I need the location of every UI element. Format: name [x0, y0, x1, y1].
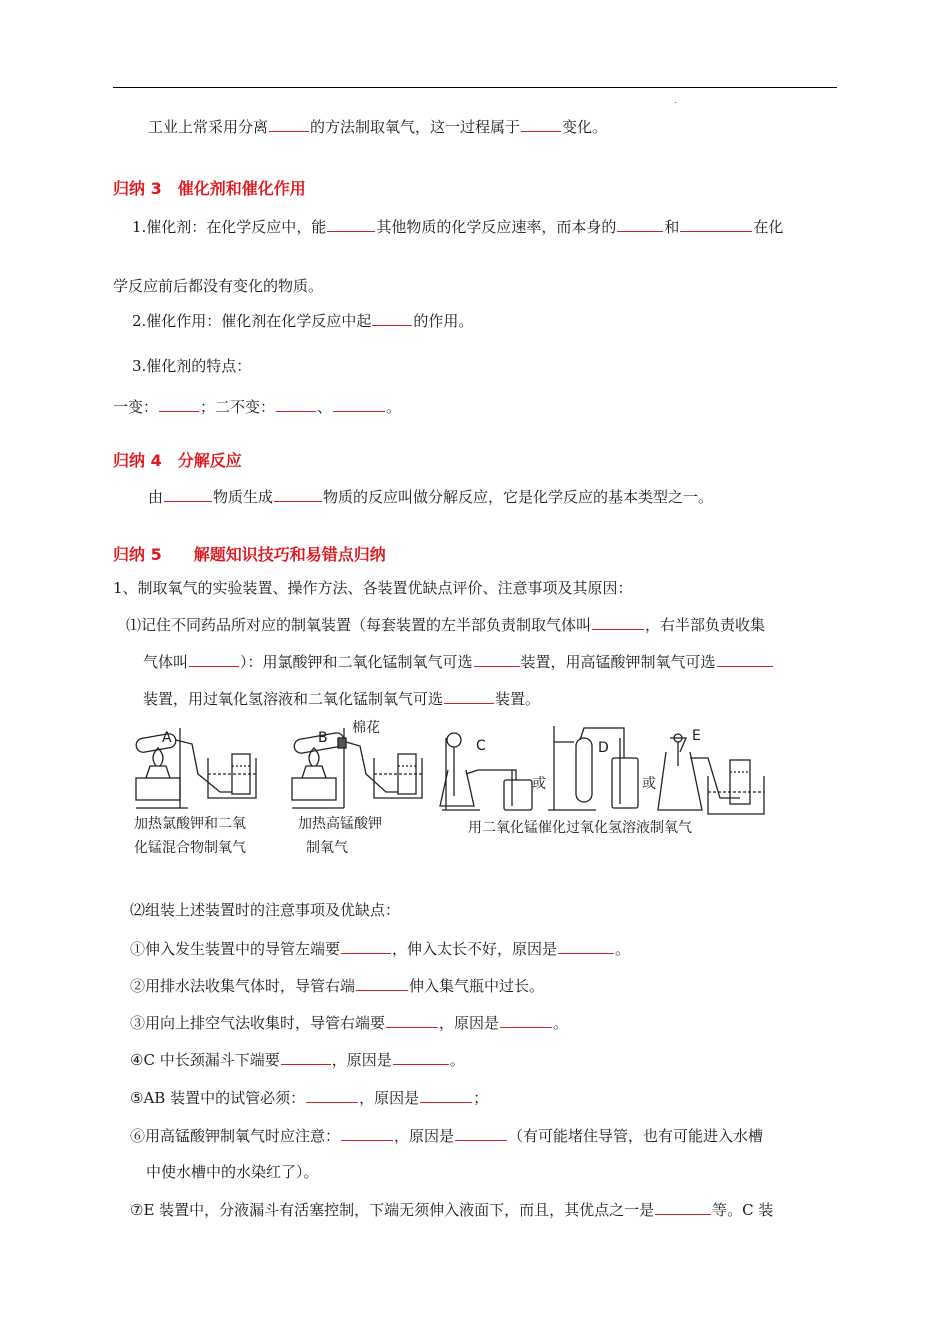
blank-field[interactable]: [341, 1125, 393, 1141]
text: 。: [449, 1051, 465, 1069]
apparatus-figure: [128, 718, 768, 864]
blank-field[interactable]: [474, 651, 520, 667]
paragraph-catalyst-features: 3.催化剂的特点：: [132, 357, 252, 375]
device-a-drawing: [135, 728, 256, 808]
blank-field[interactable]: [372, 310, 412, 326]
label-or-1: 或: [532, 776, 546, 792]
header-dot: .: [674, 96, 677, 105]
paragraph-catalyst-definition-cont: 学反应前后都没有变化的物质。: [113, 277, 324, 295]
blank-field[interactable]: [617, 216, 663, 232]
text: 。: [553, 1014, 569, 1032]
paragraph-one-change-two-unchanged: [113, 396, 401, 417]
blank-field[interactable]: [281, 1049, 331, 1065]
note-6: [130, 1125, 763, 1146]
text: ⑦E 装置中，分液漏斗有活塞控制，下端无须伸入液面下，而且，其优点之一是: [130, 1201, 655, 1219]
text: ，原因是: [331, 1051, 392, 1069]
caption-a-line-1: 加热氯酸钾和二氧: [134, 816, 246, 832]
blank-field[interactable]: [717, 651, 773, 667]
blank-field[interactable]: [386, 1012, 438, 1028]
blank-field[interactable]: [592, 614, 644, 630]
paragraph-devices-3: [143, 688, 540, 709]
text: 伸入集气瓶中过长。: [409, 977, 545, 995]
paragraph-devices-1: [126, 614, 765, 635]
label-a: A: [162, 730, 172, 746]
text: （有可能堵住导管，也有可能进入水槽: [508, 1127, 764, 1145]
text: ⑤AB 装置中的试管必须：: [130, 1089, 306, 1107]
label-e: E: [692, 728, 701, 744]
text: 、: [317, 398, 333, 416]
paragraph-oxygen-industry: [148, 116, 607, 137]
blank-field[interactable]: [444, 688, 494, 704]
text: ，伸入太长不好，原因是: [392, 940, 558, 958]
note-7: [130, 1199, 773, 1220]
label-c: C: [476, 738, 486, 754]
blank-field[interactable]: [341, 938, 391, 954]
text: ；二不变：: [200, 398, 276, 416]
text: 2.催化作用：催化剂在化学反应中起: [132, 312, 372, 330]
text: ，原因是: [359, 1089, 420, 1107]
caption-a-line-2: 化锰混合物制氧气: [134, 840, 246, 856]
blank-field[interactable]: [306, 1087, 358, 1103]
text: ④C 中长颈漏斗下端要: [130, 1051, 280, 1069]
blank-field[interactable]: [680, 216, 752, 232]
blank-field[interactable]: [558, 938, 614, 954]
blank-field[interactable]: [276, 396, 316, 412]
blank-field[interactable]: [455, 1125, 507, 1141]
device-b-drawing: [292, 728, 422, 808]
caption-b-line-1: 加热高锰酸钾: [298, 816, 382, 832]
text: 和: [664, 218, 680, 236]
device-d-drawing: [548, 726, 638, 810]
device-c-drawing: [440, 733, 532, 810]
blank-field[interactable]: [274, 486, 322, 502]
paragraph-catalyst-definition: [132, 216, 783, 237]
blank-field[interactable]: [521, 116, 561, 132]
text: 装置，用过氧化氢溶液和二氧化锰制氧气可选: [143, 690, 444, 708]
caption-c: 用二氧化锰催化过氧化氢溶液制氧气: [468, 820, 692, 836]
text: 。: [615, 940, 631, 958]
note-1: [130, 938, 630, 959]
text: ⑴记住不同药品所对应的制氧装置（每套装置的左半部负责制取气体叫: [126, 616, 592, 634]
text: 变化。: [562, 118, 608, 136]
text: 一变：: [113, 398, 159, 416]
label-cotton: 棉花: [352, 720, 380, 736]
text: ，右半部负责收集: [645, 616, 766, 634]
heading-tips: 归纳 5 解题知识技巧和易错点归纳: [113, 545, 386, 564]
text: 。: [386, 398, 402, 416]
text: ，原因是: [394, 1127, 455, 1145]
paragraph-assembly-notes: ⑵组装上述装置时的注意事项及优缺点：: [130, 901, 401, 919]
text: 的方法制取氧气，这一过程属于: [310, 118, 521, 136]
text: 物质的反应叫做分解反应，它是化学反应的基本类型之一。: [323, 488, 714, 506]
text: ；: [473, 1089, 489, 1107]
note-2: [130, 975, 544, 996]
note-4: [130, 1049, 465, 1070]
note-5: [130, 1087, 488, 1108]
text: ②用排水法收集气体时，导管右端: [130, 977, 356, 995]
text: 装置。: [495, 690, 541, 708]
text: ，原因是: [439, 1014, 500, 1032]
blank-field[interactable]: [655, 1199, 711, 1215]
note-6-cont: 中使水槽中的水染红了）。: [146, 1163, 319, 1181]
paragraph-decomposition: [148, 486, 713, 507]
paragraph-tips-intro: 1、制取氧气的实验装置、操作方法、各装置优缺点评价、注意事项及其原因：: [113, 579, 633, 597]
blank-field[interactable]: [189, 651, 239, 667]
blank-field[interactable]: [159, 396, 199, 412]
text: 1.催化剂：在化学反应中，能: [132, 218, 327, 236]
text: 等。C 装: [712, 1201, 774, 1219]
blank-field[interactable]: [356, 975, 408, 991]
label-or-2: 或: [642, 776, 656, 792]
text: 由: [148, 488, 164, 506]
blank-field[interactable]: [500, 1012, 552, 1028]
text: ⑥用高锰酸钾制氧气时应注意：: [130, 1127, 341, 1145]
paragraph-catalysis: [132, 310, 473, 331]
device-e-drawing: [658, 734, 764, 814]
text: 其他物质的化学反应速率，而本身的: [376, 218, 617, 236]
caption-b-line-2: 制氧气: [306, 840, 348, 856]
text: ③用向上排空气法收集时，导管右端要: [130, 1014, 386, 1032]
text: 气体叫: [143, 653, 189, 671]
blank-field[interactable]: [269, 116, 309, 132]
paragraph-devices-2: [143, 651, 774, 672]
label-d: D: [598, 740, 609, 756]
heading-catalyst: 归纳 3 催化剂和催化作用: [113, 179, 306, 198]
blank-field[interactable]: [164, 486, 212, 502]
text: 工业上常采用分离: [148, 118, 269, 136]
blank-field[interactable]: [333, 396, 385, 412]
text: 物质生成: [213, 488, 274, 506]
blank-field[interactable]: [420, 1087, 472, 1103]
note-3: [130, 1012, 568, 1033]
text: ①伸入发生装置中的导管左端要: [130, 940, 341, 958]
blank-field[interactable]: [327, 216, 375, 232]
header-rule: [113, 87, 837, 88]
blank-field[interactable]: [393, 1049, 449, 1065]
text: 在化: [753, 218, 784, 236]
heading-decomposition: 归纳 4 分解反应: [113, 451, 242, 470]
text: 的作用。: [413, 312, 474, 330]
text: 装置，用高锰酸钾制氧气可选: [520, 653, 716, 671]
label-b: B: [318, 730, 328, 746]
text: ）：用氯酸钾和二氧化锰制氧气可选: [240, 653, 473, 671]
